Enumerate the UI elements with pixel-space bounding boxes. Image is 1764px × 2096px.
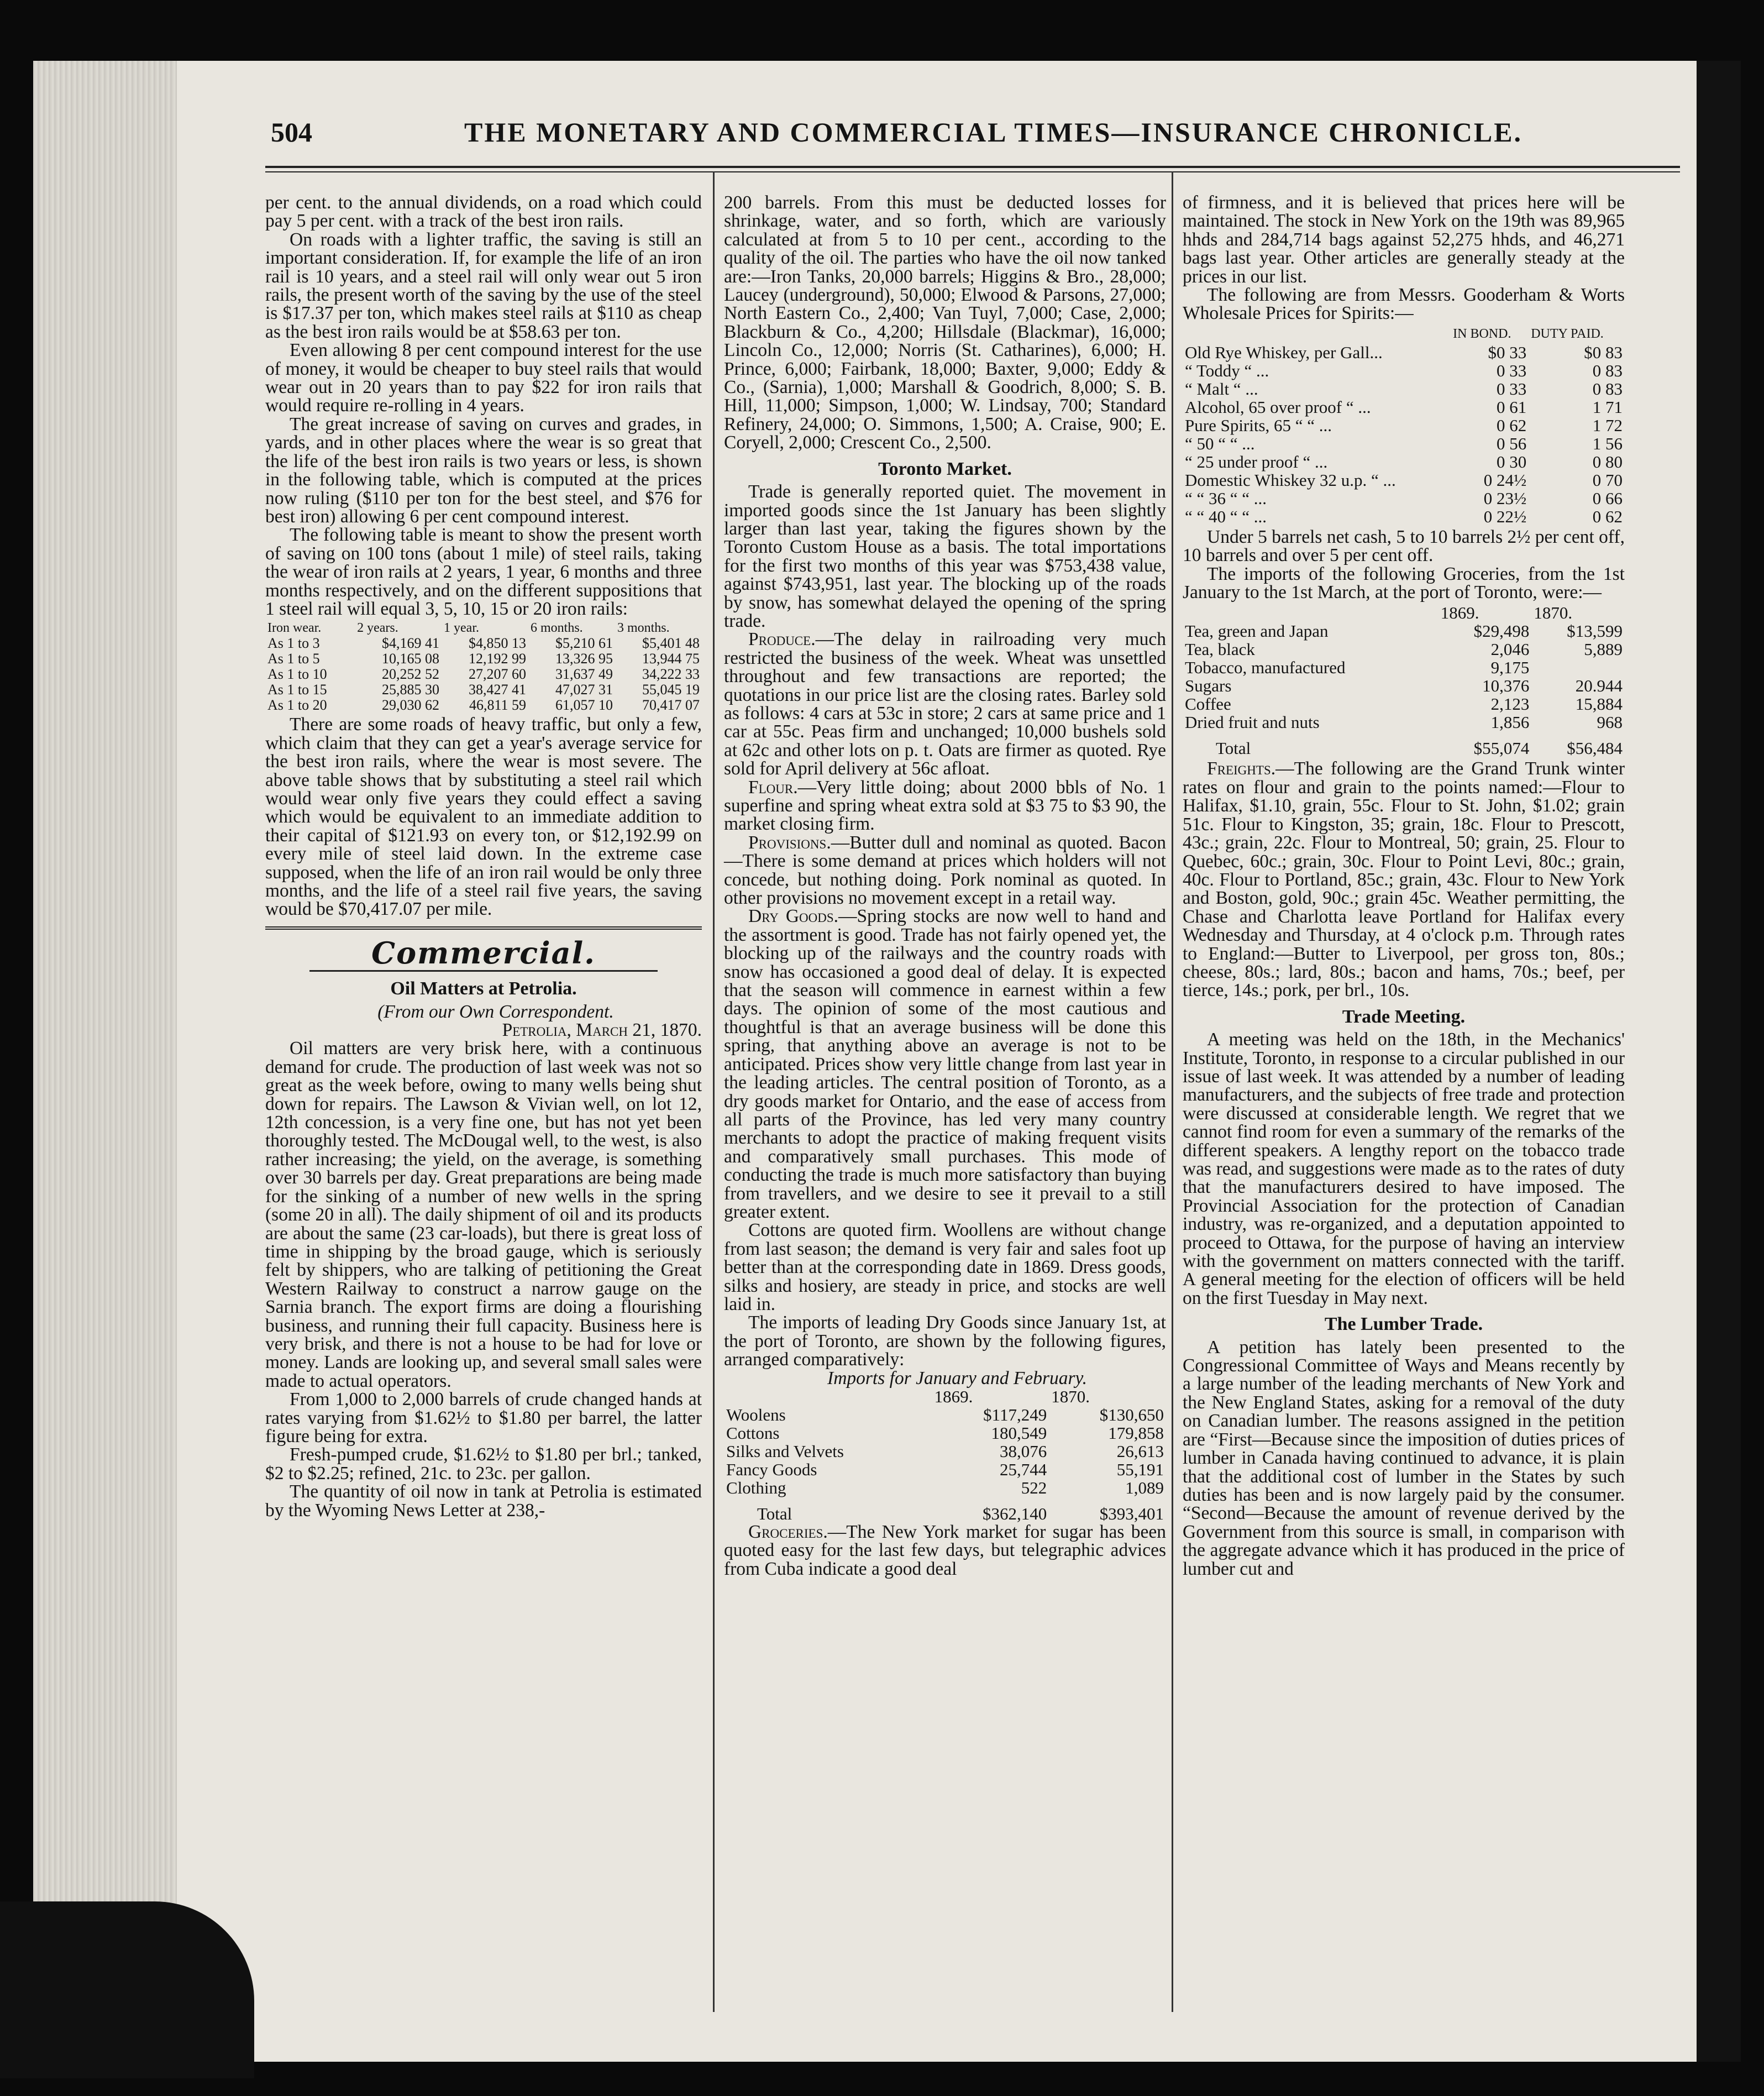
- article-heading: Toronto Market.: [878, 458, 1012, 479]
- table-cell: 20,252 52: [382, 666, 440, 683]
- table-cell: 0 80: [1592, 452, 1623, 471]
- table-cell: 15,884: [1575, 694, 1623, 714]
- table-cell: 0 83: [1592, 360, 1623, 380]
- table-cell: 38,076: [1000, 1442, 1047, 1461]
- paragraph: per cent. to the annual dividends, on a road which could pay 5 per cent. with a track of the best iron rails.: [265, 192, 702, 232]
- table-header: Iron wear.: [267, 621, 322, 636]
- thumb-shadow: [0, 1901, 254, 2078]
- paragraph: From 1,000 to 2,000 barrels of crude changed hands at rates varying from $1.62½ to $1.80 per barrel, the latter figure being for extra.: [265, 1389, 702, 1447]
- paragraph: 200 barrels. From this must be deducted losses for shrinkage, water, and so forth, which are variously calculated at from 5 to 10 per cent., according to the quality of the oil. The parties who have the oil now tanked are:—Iron Tanks, 20,000 barrels; Higgins & Bro., 28,000; Laucey (underground), 50,000; Elwood & Parsons, 27,000; North Eastern Co., 2,400; Van Tuyl, 7,000; Case, 2,000; Blackburn & Co., 4,200; Hillsdale (Blackmar), 16,000; Lincoln Co., 12,000; Norris (St. Catharines), 6,000; H. Prince, 6,000; Fairbank, 18,000; Baxter, 9,000; Eddy & Co., (Sarnia), 1,000; Marshall & Goodrich, 8,000; S. B. Hill, 11,000; Simpson, 1,000; W. Lindsay, 700; Standard Refinery, 24,000; O. Simmons, 1,500; A. Craise, 900; E. Coryell, 2,000; Crescent Co., 2,500.: [724, 192, 1166, 453]
- table-row: [1183, 380, 1625, 398]
- spirits-price-table: [1183, 325, 1625, 526]
- table-row: [724, 1442, 1166, 1460]
- table-cell: 31,637 49: [555, 666, 613, 683]
- table-row: [724, 1479, 1166, 1497]
- paragraph: A meeting was held on the 18th, in the Mechanics' Institute, Toronto, in response to a circular published in our issue of last week. It was attended by a number of leading manufacturers, and the subjects of free trade and protection were discussed at considerable length. We regret that we cannot find room for even a summary of the remarks of the different speakers. A lengthy report on the tobacco trade was read, and suggestions were made as to the rates of duty that the manufacturers desired to have imposed. The Provincial Association for the protection of Canadian industry, was re-organized, and a deputation appointed to proceed to Ottawa, for the purpose of having an interview with the government on matters connected with the tariff. A general meeting for the election of officers will be held on the first Tuesday in May next.: [1183, 1029, 1625, 1308]
- table-row: [1183, 398, 1625, 416]
- right-scan-border: [1697, 61, 1741, 2062]
- table-cell: 55,045 19: [642, 682, 700, 698]
- table-cell: Silks and Velvets: [726, 1442, 844, 1461]
- table-header: [1183, 604, 1439, 622]
- paragraph: of firmness, and it is believed that prices here will be maintained. The stock in New York on the 19th was 89,965 hhds and 284,714 bags against 52,275 hhds, and 46,271 bags last year. Other articles are generally steady at the prices in our list.: [1183, 192, 1625, 287]
- table-row: [1183, 453, 1625, 471]
- column-separator-1: [713, 171, 715, 2012]
- table-row: [265, 698, 702, 713]
- table-row: [1183, 695, 1625, 713]
- table-cell: Woolens: [726, 1405, 786, 1424]
- table-header: IN BOND.: [1453, 326, 1511, 341]
- table-cell: 0 66: [1592, 488, 1623, 508]
- article-heading: The Lumber Trade.: [1324, 1314, 1483, 1335]
- paragraph: The imports of the following Groceries, from the 1st January to the 1st March, at the port of Toronto, were:—: [1183, 563, 1625, 603]
- table-cell: Alcohol, 65 over proof “ ...: [1185, 397, 1371, 417]
- paragraph-text: —Butter dull and nominal as quoted. Bacon—There is some demand at prices which holders will not concede, but nothing doing. Pork nominal as quoted. In other provisions no movement except in a retail way.: [724, 832, 1166, 909]
- table-cell: $393,401: [1099, 1504, 1164, 1523]
- column-3: [1183, 193, 1625, 1578]
- table-cell: 10,165 08: [382, 651, 440, 667]
- imports-table: [724, 1387, 1166, 1523]
- table-cell: 5,889: [1584, 640, 1623, 659]
- table-cell: “ Toddy “ ...: [1185, 360, 1269, 380]
- table-row: [1183, 489, 1625, 507]
- table-cell: 61,057 10: [555, 697, 613, 714]
- column-2: [724, 193, 1166, 1578]
- table-cell: Pure Spirits, 65 “ “ ...: [1185, 415, 1332, 435]
- table-cell: 25,885 30: [382, 682, 440, 698]
- table-cell: 1 56: [1592, 433, 1623, 453]
- table-row: [1183, 343, 1625, 361]
- paragraph: [724, 907, 1166, 1221]
- table-cell: 9,175: [1490, 658, 1530, 678]
- table-cell: $130,650: [1099, 1405, 1164, 1424]
- paragraph: Fresh-pumped crude, $1.62½ to $1.80 per brl.; tanked, $2 to $2.25; refined, 21c. to 23c. per gallon.: [265, 1444, 702, 1484]
- table-cell: “ “ 36 “ “ ...: [1185, 488, 1267, 508]
- column-separator-2: [1172, 171, 1173, 2012]
- table-cell: 0 62: [1496, 415, 1527, 435]
- table-row: [265, 636, 702, 651]
- table-cell: $117,249: [983, 1405, 1047, 1424]
- paragraph: A petition has lately been presented to the Congressional Committee of Ways and Means recently by a large number of the leading merchants of New York and the New England States, asking for a removal of the duty on Canadian lumber. The reasons assigned in the petition are “First—Because since the imposition of duties prices of lumber in Canada having continued to advance, it is plain that the additional cost of lumber in the States by such duties has been and is now largely paid by the consumer. “Second—Because the amount of revenue derived by the Government from this source is small, in comparison with the aggregate advance which it has produced in the price of lumber cut and: [1183, 1337, 1625, 1579]
- table-cell: 1 72: [1592, 415, 1623, 435]
- groceries-imports-table: [1183, 604, 1625, 757]
- table-header: 3 months.: [617, 621, 670, 636]
- run-in-label: Flour.: [748, 777, 798, 798]
- table-total-row: [724, 1497, 1166, 1523]
- table-cell: 0 70: [1592, 470, 1623, 490]
- table-cell: $4,850 13: [469, 635, 526, 652]
- table-cell: 2,123: [1490, 694, 1530, 714]
- table-cell: “ 50 “ “ ...: [1185, 433, 1255, 453]
- table-row: [1183, 434, 1625, 453]
- run-in-label: Groceries.: [748, 1522, 828, 1542]
- table-cell: 27,207 60: [469, 666, 526, 683]
- paragraph: Oil matters are very brisk here, with a continuous demand for crude. The production of last week was not so great as the week before, owing to many wells being shut down for repairs. The Lawson & Vivian well, on lot 12, 12th concession, is a very fine one, but has not yet been thoroughly tested. The McDougal well, to the west, is also rather increasing; the yield, on the average, is something over 30 barrels per day. Great preparations are being made for the sinking of a number of new wells in the spring (some 20 in all). The daily shipment of oil and its products are about the same (23 car-loads), but there is great loss of time in shipping by the broad gauge, which is seriously felt by shippers, who are talking of petitioning the Great Western Railway to construct a narrow gauge on the Sarnia branch. The export firms are doing a flourishing business, and running their full capacity. Business here is very brisk, and there is not a house to be had for love or money. Lands are looking up, and several small sales were made to actual operators.: [265, 1038, 702, 1391]
- paragraph-text: —The New York market for sugar has been quoted easy for the last few days, but telegraphic advices from Cuba indicate a good deal: [724, 1522, 1166, 1579]
- table-cell: 0 22½: [1483, 506, 1527, 526]
- paragraph: The great increase of saving on curves and grades, in yards, and in other places where the wear is so great that the life of the best iron rails is two years or less, is shown in the following table, which is computed at the prices now ruling ($110 per ton for the best steel, and $76 for best iron) allowing 6 per cent compound interest.: [265, 413, 702, 527]
- table-cell: Coffee: [1185, 694, 1231, 714]
- run-in-label: Provisions.: [748, 832, 831, 853]
- table-cell: $56,484: [1567, 738, 1623, 758]
- table-cell: 0 62: [1592, 506, 1623, 526]
- table-header: 1870.: [1534, 603, 1573, 623]
- table-row: [1183, 361, 1625, 380]
- paragraph: [1183, 759, 1625, 999]
- table-cell: As 1 to 3: [267, 635, 320, 652]
- paragraph: Even allowing 8 per cent compound interest for the use of money, it would be cheaper to buy steel rails that would wear out in 20 years than to pay $22 for iron rails that would require re-rolling in 4 years.: [265, 340, 702, 416]
- table-cell: “ Malt “ ...: [1185, 379, 1258, 399]
- paragraph: There are some roads of heavy traffic, but only a few, which claim that they can get a year's average service for the best iron rails, where the wear is most severe. The above table shows that by substituting a steel rail which would wear only five years they could effect a saving which would be equivalent to an immediate addition to their capital of $121.93 on every ton, or $12,192.99 on every mile of steel laid down. In the extreme case supposed, when the life of an iron rail would be only three months, and the life of a steel rail five years, the saving would be $70,417.07 per mile.: [265, 714, 702, 920]
- table-cell: 1,089: [1125, 1478, 1164, 1497]
- table-cell: As 1 to 20: [267, 697, 327, 714]
- paragraph: Under 5 barrels net cash, 5 to 10 barrels 2½ per cent off, 10 barrels and over 5 per cent off.: [1183, 526, 1625, 566]
- table-cell: As 1 to 5: [267, 651, 320, 667]
- table-row: [1183, 677, 1625, 695]
- header-rule-2: [265, 171, 1680, 172]
- table-cell: 1,856: [1490, 712, 1530, 732]
- paragraph: The following table is meant to show the present worth of saving on 100 tons (about 1 mile) of steel rails, taking the wear of iron rails at 2 years, 1 year, 6 months and three months respectively, and on the different suppositions that 1 steel rail will equal 3, 5, 10, 15 or 20 iron rails:: [265, 525, 702, 619]
- table-header: 1869.: [1440, 603, 1479, 623]
- section-heading: Commercial.: [371, 935, 596, 971]
- table-cell: $4,169 41: [382, 635, 440, 652]
- table-row: [1183, 507, 1625, 526]
- table-cell: 0 24½: [1483, 470, 1527, 490]
- table-row: [1183, 713, 1625, 731]
- paragraph: The following are from Messrs. Gooderham & Worts Wholesale Prices for Spirits:—: [1183, 285, 1625, 324]
- paragraph: Trade is generally reported quiet. The movement in imported goods since the 1st January has been slightly larger than last year, taking the figures shown by the Toronto Custom House as a basis. The total importations for the first two months of this year was $753,438 value, against $743,951, last year. The blocking up of the roads by snow, has somewhat delayed the opening of the spring trade.: [724, 481, 1166, 631]
- table-cell: 0 56: [1496, 433, 1527, 453]
- column-1: [265, 193, 702, 1519]
- table-cell: 12,192 99: [469, 651, 526, 667]
- header-rule-1: [265, 166, 1680, 168]
- paragraph-text: —The following are the Grand Trunk winter rates on flour and grain to the points named:—Flour to Halifax, $1.10, grain, 55c. Flour to St. John, $1.02; grain 51c. Flour to Kingston, 35; grain, 18c. Flour to Prescott, 43c.; grain, 22c. Flour to Montreal, 50; grain, 25. Flour to Quebec, 60c.; grain, 30c. Flour to Point Levi, 80c.; grain, 40c. Flour to Portland, 85c.; grain, 43c. Flour to New York and Boston, gold, 90c.; grain 45c. Weather permitting, the Chase and Charlotta leave Portland for Halifax every Wednesday and Thursday, at 4 o'clock p.m. Through rates to England:—Butter to Liverpool, per gross ton, 80s.; cheese, 80s.; lard, 80s.; bacon and hams, 70s.; beef, per tierce, 14s.; pork, per brl., 10s.: [1183, 758, 1625, 1001]
- section-rule: [265, 926, 702, 930]
- table-row: [1183, 471, 1625, 489]
- table-cell: 179,858: [1108, 1423, 1164, 1443]
- table-cell: As 1 to 15: [267, 682, 327, 698]
- table-header: [724, 1387, 932, 1406]
- paragraph: [724, 834, 1166, 908]
- table-cell: 10,376: [1482, 676, 1530, 696]
- page-number: 504: [271, 117, 312, 148]
- table-cell: 0 61: [1496, 397, 1527, 417]
- table-cell: Domestic Whiskey 32 u.p. “ ...: [1185, 470, 1396, 490]
- table-cell: 70,417 07: [642, 697, 700, 714]
- table-cell: 20.944: [1575, 676, 1623, 696]
- table-cell: 0 83: [1592, 379, 1623, 399]
- table-cell: 1 71: [1592, 397, 1623, 417]
- table-cell: 25,744: [1000, 1460, 1047, 1479]
- table-cell: Old Rye Whiskey, per Gall...: [1185, 342, 1383, 362]
- rails-saving-table: [265, 620, 702, 713]
- run-in-label: Freights.: [1207, 758, 1276, 779]
- table-header: 1 year.: [444, 621, 480, 636]
- table-cell: $0 33: [1488, 342, 1527, 362]
- table-cell: 2,046: [1490, 640, 1530, 659]
- table-cell: 38,427 41: [469, 682, 526, 698]
- table-cell: Fancy Goods: [726, 1460, 817, 1479]
- table-cell: 0 33: [1496, 360, 1527, 380]
- table-cell: 180,549: [991, 1423, 1047, 1443]
- table-header: DUTY PAID.: [1531, 326, 1604, 341]
- table-cell: $5,401 48: [642, 635, 700, 652]
- table-header: 1870.: [1051, 1387, 1090, 1406]
- table-cell: 26,613: [1116, 1442, 1164, 1461]
- table-cell: Tea, black: [1185, 640, 1255, 659]
- table-cell: 29,030 62: [382, 697, 440, 714]
- paragraph: Cottons are quoted firm. Woollens are without change from last season; the demand is very fair and sales foot up better than at the corresponding date in 1869. Dress goods, silks and hosiery, are steady in price, and stocks are well laid in.: [724, 1220, 1166, 1314]
- table-header: [1183, 325, 1451, 343]
- article-subheading: (From our Own Correspondent.: [377, 1001, 614, 1022]
- table-cell: 522: [1021, 1478, 1047, 1497]
- table-cell: 46,811 59: [469, 697, 526, 714]
- table-total-row: [1183, 731, 1625, 757]
- paragraph-text: —Spring stocks are now well to hand and the assortment is good. Trade has not fairly opened yet, the blocking up of the railways and the country roads with snow has occasioned a good deal of delay. It is expected that the season will commence in earnest within a few days. The opinion of some of the most cautious and thoughtful is that an average business will be done this spring, that anything above an average is not to be anticipated. Prices show very little change from last year in the leading articles. The central position of Toronto, as a dry goods market for Ontario, and the ease of access from all parts of the Province, has led very many country merchants to adopt the practice of making frequent visits and comparatively small purchases. This mode of conducting the trade is much more satisfactory than buying from travellers, and we desire to see it prevail to a still greater extent.: [724, 906, 1166, 1222]
- table-cell: “ “ 40 “ “ ...: [1185, 506, 1267, 526]
- table-cell: “ 25 under proof “ ...: [1185, 452, 1328, 471]
- table-cell: Cottons: [726, 1423, 780, 1443]
- table-row: [1183, 622, 1625, 640]
- paragraph: The imports of leading Dry Goods since January 1st, at the port of Toronto, are shown by the following figures, arranged comparatively:: [724, 1312, 1166, 1370]
- table-row: [265, 682, 702, 698]
- table-header: 6 months.: [531, 621, 583, 636]
- paragraph: [724, 778, 1166, 834]
- paragraph: [724, 1523, 1166, 1578]
- table-cell: 13,326 95: [555, 651, 613, 667]
- table-cell: Tea, green and Japan: [1185, 621, 1329, 641]
- table-row: [724, 1424, 1166, 1442]
- page-title: THE MONETARY AND COMMERCIAL TIMES—INSURANCE CHRONICLE.: [464, 117, 1523, 148]
- table-cell: $13,599: [1567, 621, 1623, 641]
- paragraph: The quantity of oil now in tank at Petrolia is estimated by the Wyoming News Letter at 238,-: [265, 1481, 702, 1521]
- page-edge-stack: [33, 61, 177, 2062]
- table-cell: $362,140: [983, 1504, 1047, 1523]
- table-cell: [1531, 658, 1625, 677]
- table-row: [1183, 416, 1625, 434]
- table-cell: As 1 to 10: [267, 666, 327, 683]
- table-row: [1183, 658, 1625, 677]
- paragraph-text: —The delay in railroading very much restricted the business of the week. Wheat was unsettled throughout and few transactions are reported; the quotations in our price list are the closing rates. Barley sold as follows: 4 cars at 53c in store; 2 cars at same price and 1 car at 55c. Peas firm and unchanged; 10,000 bushels sold at 62c and other lots on p. t. Oats are firmer as quoted. Rye sold for April delivery at 56c afloat.: [724, 629, 1166, 779]
- table-cell: $55,074: [1473, 738, 1530, 758]
- table-row: [724, 1460, 1166, 1479]
- run-in-label: Dry Goods.: [748, 906, 839, 927]
- table-cell: 47,027 31: [555, 682, 613, 698]
- run-in-label: Produce.: [748, 629, 816, 650]
- table-row: [265, 651, 702, 667]
- table-cell: 0 23½: [1483, 488, 1527, 508]
- paragraph: [724, 630, 1166, 778]
- table-cell: Dried fruit and nuts: [1185, 712, 1320, 732]
- table-cell: Total: [1216, 738, 1251, 758]
- table-cell: $29,498: [1473, 621, 1530, 641]
- article-heading: Oil Matters at Petrolia.: [390, 978, 577, 999]
- table-cell: 55,191: [1116, 1460, 1164, 1479]
- table-cell: 968: [1597, 712, 1623, 732]
- table-cell: 0 33: [1496, 379, 1527, 399]
- paragraph: On roads with a lighter traffic, the saving is still an important consideration. If, for example the life of an iron rail is 10 years, and a steel rail will only wear out 5 iron rails, the present worth of the saving by the use of the steel is $17.37 per ton, which makes steel rails at $110 as cheap as the best iron rails would be at $58.63 per ton.: [265, 229, 702, 342]
- table-caption: Imports for January and February.: [827, 1367, 1087, 1388]
- article-heading: Trade Meeting.: [1342, 1006, 1466, 1027]
- paragraph-text: —Very little doing; about 2000 bbls of No. 1 superfine and spring wheat extra sold at $3 75 to $3 90, the market closing firm.: [724, 777, 1166, 835]
- table-cell: 0 30: [1496, 452, 1527, 471]
- table-header: 2 years.: [357, 621, 398, 636]
- table-row: [265, 667, 702, 682]
- table-cell: Clothing: [726, 1478, 786, 1497]
- table-row: [1183, 640, 1625, 658]
- table-cell: Total: [757, 1504, 792, 1523]
- dateline: Petrolia, March 21, 1870.: [502, 1020, 702, 1041]
- table-cell: 34,222 33: [642, 666, 700, 683]
- table-header: 1869.: [934, 1387, 973, 1406]
- table-cell: $5,210 61: [555, 635, 613, 652]
- table-cell: 13,944 75: [642, 651, 700, 667]
- table-row: [724, 1406, 1166, 1424]
- table-cell: Tobacco, manufactured: [1185, 658, 1346, 678]
- table-cell: Sugars: [1185, 676, 1232, 696]
- page-header: [265, 116, 1680, 155]
- table-cell: $0 83: [1584, 342, 1623, 362]
